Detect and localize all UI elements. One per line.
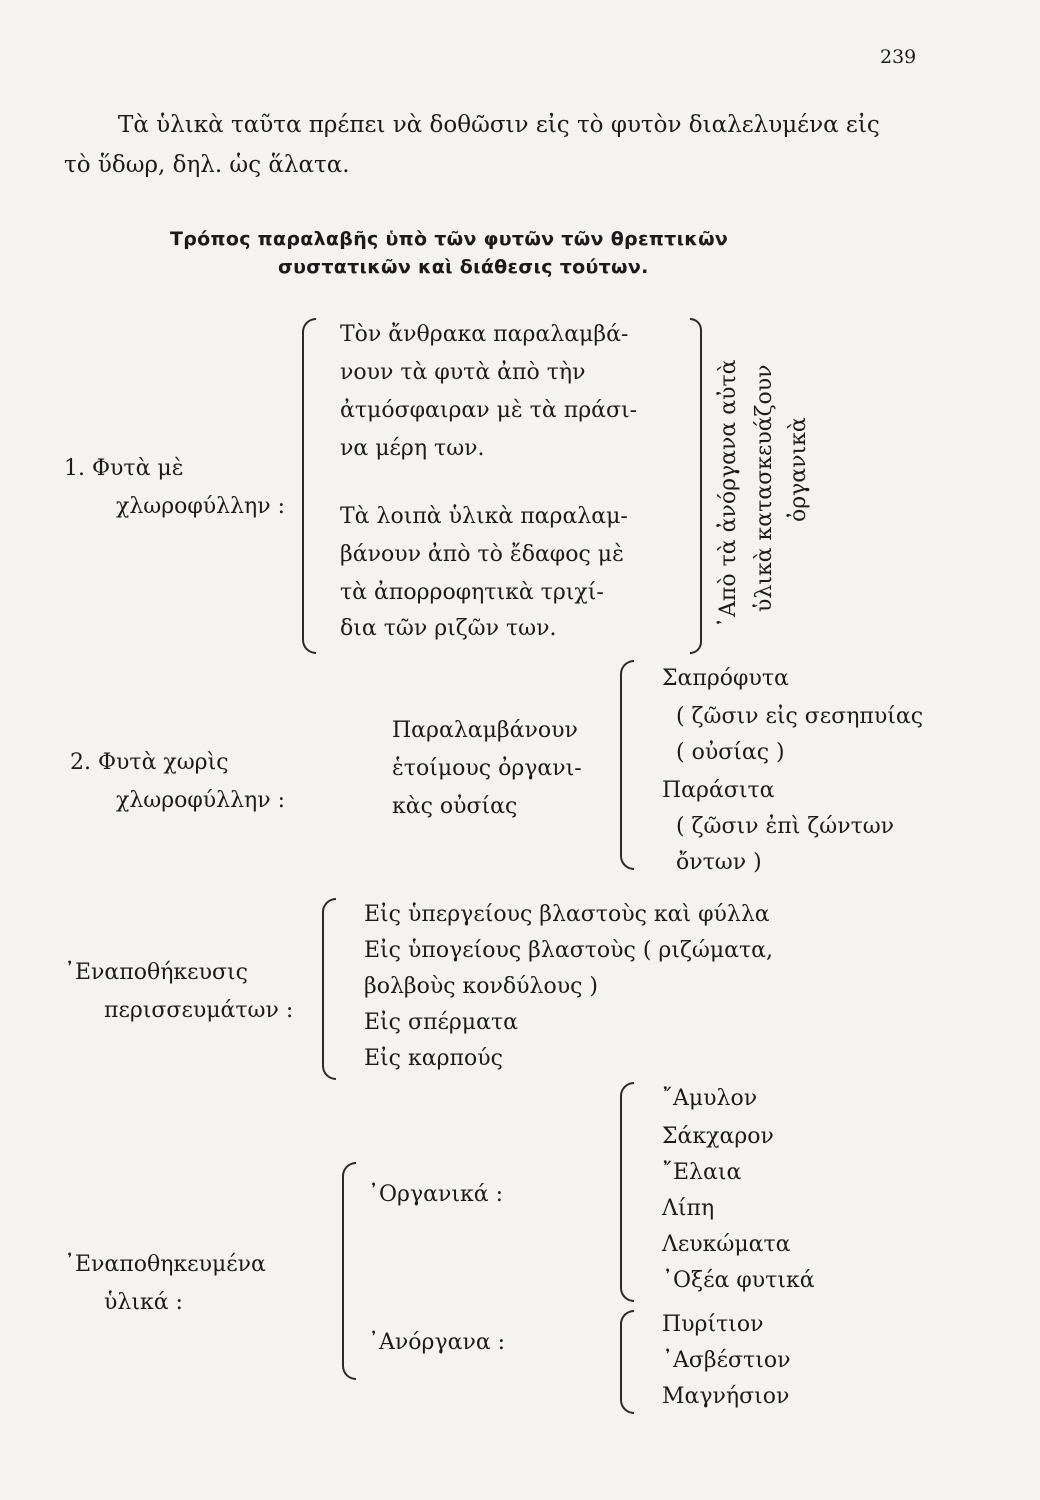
section1-a-line-2: νουν τὰ φυτὰ ἀπὸ τὴν xyxy=(340,360,586,385)
section2-label-1: 2. Φυτὰ χωρὶς xyxy=(70,750,229,775)
section3-item-2: Εἰς ὑπογείους βλαστοὺς ( ριζώματα, xyxy=(364,938,773,963)
section1-a-line-3: ἀτμόσφαιραν μὲ τὰ πράσι- xyxy=(340,398,638,423)
section2-right-line-1: Σαπρόφυτα xyxy=(662,666,789,691)
section2-right-line-6: ὄντων ) xyxy=(676,850,762,875)
section4-label-1: ᾿Εναποθηκευμένα xyxy=(64,1252,266,1277)
section3-item-4: Εἰς σπέρματα xyxy=(364,1010,518,1035)
section3-item-5: Εἰς καρπούς xyxy=(364,1046,503,1071)
section2-mid-line-3: κὰς οὐσίας xyxy=(392,794,518,819)
inorganic-label: ᾿Ανόργανα : xyxy=(368,1330,506,1355)
page-number: 239 xyxy=(880,46,917,68)
inorganic-item-3: Μαγνήσιον xyxy=(662,1384,790,1409)
section1-a-line-1: Τὸν ἄνθρακα παραλαμβά- xyxy=(340,322,629,347)
section2-right-line-5: ( ζῶσιν ἐπὶ ζώντων xyxy=(676,814,895,839)
section3-label-2: περισσευμάτων : xyxy=(104,998,294,1023)
organic-item-6: ᾿Οξέα φυτικά xyxy=(662,1268,815,1293)
section2-right-line-2: ( ζῶσιν εἰς σεσηπυίας xyxy=(676,704,924,729)
section3-label-1: ᾿Εναποθήκευσις xyxy=(64,960,248,985)
section1-side-line-1: ᾿Απὸ τὰ ἀνόργανα αὐτὰ xyxy=(716,359,741,628)
section2-mid-line-2: ἑτοίμους ὀργανι- xyxy=(392,756,582,781)
section1-b-line-3: τὰ ἀπορροφητικὰ τριχί- xyxy=(340,580,604,605)
organic-item-2: Σάκχαρον xyxy=(662,1124,774,1149)
section1-b-line-1: Τὰ λοιπὰ ὑλικὰ παραλαμ- xyxy=(340,504,628,529)
intro-line-1: Τὰ ὑλικὰ ταῦτα πρέπει νὰ δοθῶσιν εἰς τὸ φυτὸν διαλελυμένα εἰς xyxy=(118,112,880,138)
section1-side-line-3: ὀργανικὰ xyxy=(786,417,811,522)
section1-right-brace xyxy=(690,318,702,654)
section1-side-line-2: ὑλικὰ κατασκευάζουν xyxy=(752,364,777,612)
section2-brace xyxy=(620,660,634,870)
intro-line-2: τὸ ὕδωρ, δηλ. ὡς ἅλατα. xyxy=(64,152,350,178)
section2-mid-line-1: Παραλαμβάνουν xyxy=(392,718,578,743)
section3-brace xyxy=(322,898,336,1080)
section-heading-line-2: συστατικῶν καὶ διάθεσις τούτων. xyxy=(278,256,649,278)
section4-brace xyxy=(342,1162,356,1380)
organic-item-3: ῎Ελαια xyxy=(662,1160,742,1185)
inorganic-item-1: Πυρίτιον xyxy=(662,1312,764,1337)
section1-b-line-4: δια τῶν ριζῶν των. xyxy=(340,616,557,641)
section1-label-2: χλωροφύλλην : xyxy=(116,494,286,519)
organic-item-4: Λίπη xyxy=(662,1196,715,1221)
section2-right-line-3: ( οὐσίας ) xyxy=(676,740,785,765)
organic-item-1: ῎Αμυλον xyxy=(662,1086,758,1111)
section1-brace xyxy=(302,318,316,654)
section-heading-line-1: Τρόπος παραλαβῆς ὑπὸ τῶν φυτῶν τῶν θρεπτικῶν xyxy=(170,228,729,250)
section1-label-1: 1. Φυτὰ μὲ xyxy=(64,456,184,481)
section2-label-2: χλωροφύλλην : xyxy=(116,788,286,813)
inorganic-item-2: ᾿Ασβέστιον xyxy=(662,1348,791,1373)
organic-item-5: Λευκώματα xyxy=(662,1232,791,1257)
inorganic-brace xyxy=(620,1310,634,1414)
organic-brace xyxy=(620,1082,634,1302)
section3-item-3: βολβοὺς κονδύλους ) xyxy=(364,974,599,999)
organic-label: ᾿Οργανικά : xyxy=(368,1182,503,1207)
section1-a-line-4: να μέρη των. xyxy=(340,436,485,461)
section3-item-1: Εἰς ὑπεργείους βλαστοὺς καὶ φύλλα xyxy=(364,902,770,927)
section4-label-2: ὑλικά : xyxy=(104,1290,183,1315)
section2-right-line-4: Παράσιτα xyxy=(662,778,775,803)
section1-b-line-2: βάνουν ἀπὸ τὸ ἔδαφος μὲ xyxy=(340,542,624,567)
